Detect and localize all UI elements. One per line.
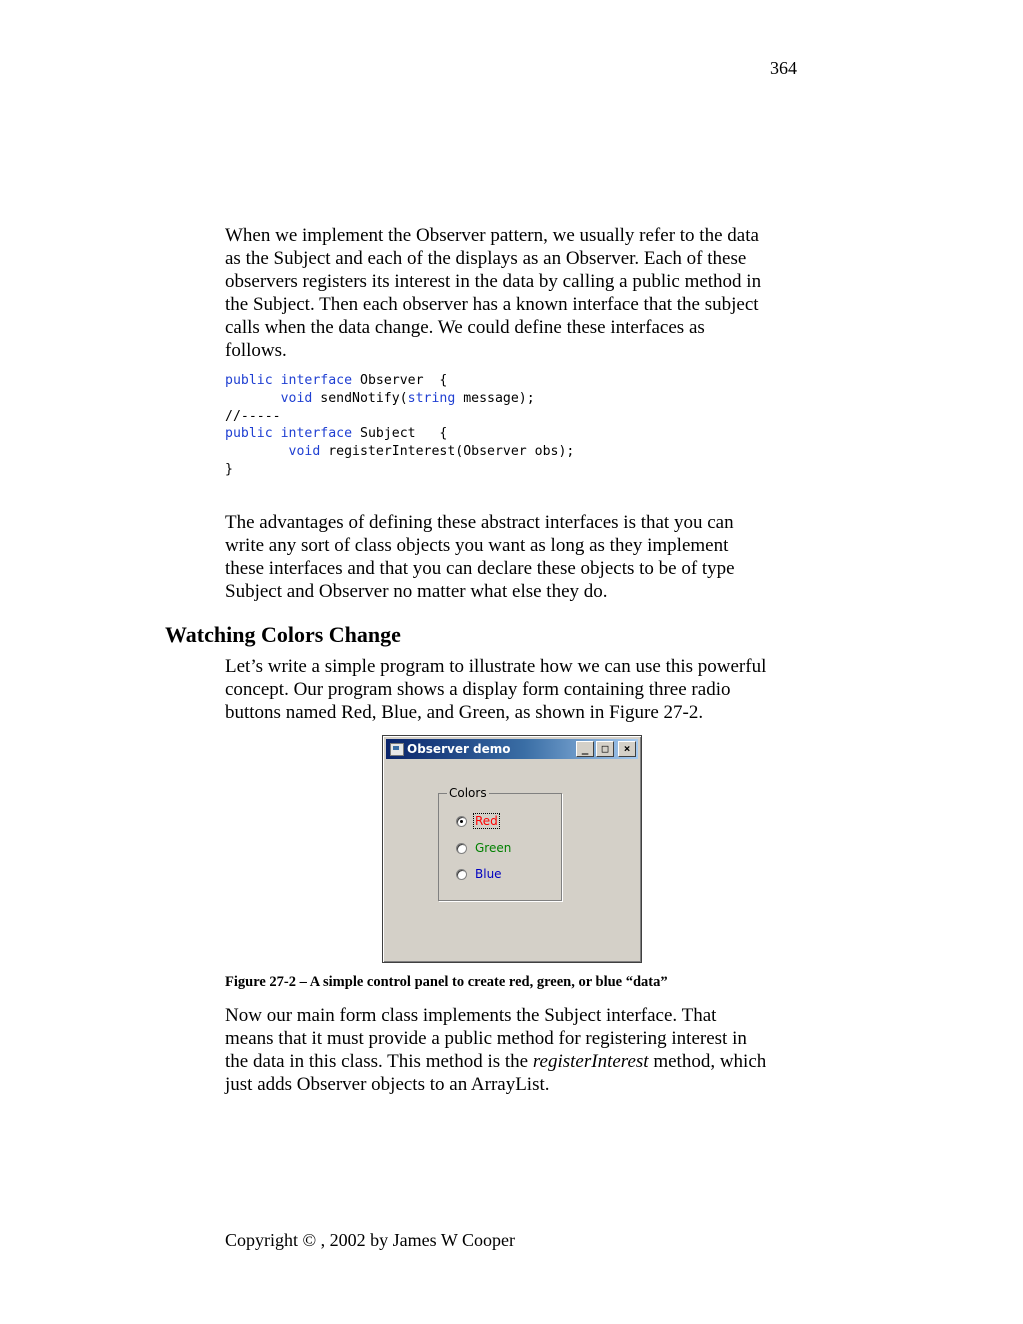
page-number: 364: [770, 58, 797, 78]
text-line: The advantages of defining these abstract interfaces is that you can: [225, 512, 734, 533]
code-keyword: public: [225, 426, 273, 442]
code-text: sendNotify(: [312, 390, 408, 406]
close-button[interactable]: ×: [618, 741, 636, 757]
watching-paragraph: [225, 655, 805, 724]
text-line: these interfaces and that you can declare these objects to be of type: [225, 558, 735, 579]
radio-label-red[interactable]: Red: [475, 814, 498, 828]
colors-group-label: Colors: [449, 786, 487, 800]
code-listing: [225, 372, 574, 479]
text-line: Subject and Observer no matter what else they do.: [225, 581, 608, 602]
code-comment: //-----: [225, 408, 281, 424]
radio-label-blue[interactable]: Blue: [475, 867, 502, 881]
code-indent: [225, 444, 289, 459]
code-text: registerInterest(Observer obs);: [320, 444, 575, 460]
radio-label-green[interactable]: Green: [475, 841, 512, 855]
text-line: calls when the data change. We could define these interfaces as: [225, 317, 705, 338]
code-keyword: interface: [280, 426, 353, 442]
radio-button-checked[interactable]: [456, 816, 467, 827]
section-heading: Watching Colors Change: [165, 622, 401, 647]
text-line: just adds Observer objects to an ArrayList.: [225, 1074, 550, 1095]
text-segment: method, which: [648, 1051, 767, 1072]
code-keyword: interface: [280, 373, 353, 388]
text-segment: the data in this class. This method is the: [225, 1051, 533, 1072]
advantages-paragraph: [225, 511, 805, 603]
text-line: observers registers its interest in the data by calling a public method in: [225, 271, 762, 292]
code-text: Observer {: [352, 373, 448, 388]
text-line: concept. Our program shows a display form containing three radio: [225, 679, 731, 700]
text-line: Let’s write a simple program to illustrate how we can use this powerful: [225, 656, 767, 677]
radio-blue[interactable]: [456, 866, 503, 882]
copyright-footer: Copyright © , 2002 by James W Cooper: [225, 1230, 515, 1250]
text-line: write any sort of class objects you want as long as they implement: [225, 535, 729, 556]
code-indent: [225, 391, 281, 406]
radio-button[interactable]: [456, 843, 467, 854]
radio-green[interactable]: [456, 840, 512, 856]
text-line: buttons named Red, Blue, and Green, as shown in Figure 27-2.: [225, 702, 704, 723]
text-line: When we implement the Observer pattern, we usually refer to the data: [225, 225, 759, 246]
code-text: }: [225, 461, 233, 477]
window-titlebar[interactable]: [386, 739, 638, 759]
text-line: Now our main form class implements the Subject interface. That: [225, 1005, 717, 1026]
radio-red[interactable]: [456, 813, 499, 829]
italic-method-name: registerInterest: [532, 1051, 649, 1072]
text-line: follows.: [225, 340, 287, 361]
title-bar-buttons: [574, 741, 636, 757]
code-keyword: string: [407, 390, 456, 406]
code-keyword: void: [280, 390, 313, 406]
code-keyword: void: [288, 444, 321, 460]
main-form-paragraph: [225, 1004, 805, 1096]
code-text: Subject {: [352, 426, 448, 442]
form-icon[interactable]: [390, 743, 404, 756]
text-line: means that it must provide a public method for registering interest in: [225, 1028, 747, 1049]
radio-button[interactable]: [456, 869, 467, 880]
intro-paragraph: [225, 224, 805, 362]
text-line: [225, 1050, 805, 1073]
text-line: the Subject. Then each observer has a known interface that the subject: [225, 294, 759, 315]
figure-caption: Figure 27-2 – A simple control panel to create red, green, or blue “data”: [225, 974, 668, 990]
window-title: Observer demo: [407, 742, 511, 756]
code-text: message);: [455, 390, 535, 406]
text-line: as the Subject and each of the displays as an Observer. Each of these: [225, 248, 747, 269]
maximize-button[interactable]: □: [596, 741, 614, 757]
code-keyword: public: [225, 373, 273, 388]
colors-groupbox: [438, 786, 562, 901]
observer-demo-window: [382, 735, 642, 963]
minimize-button[interactable]: _: [576, 741, 594, 757]
